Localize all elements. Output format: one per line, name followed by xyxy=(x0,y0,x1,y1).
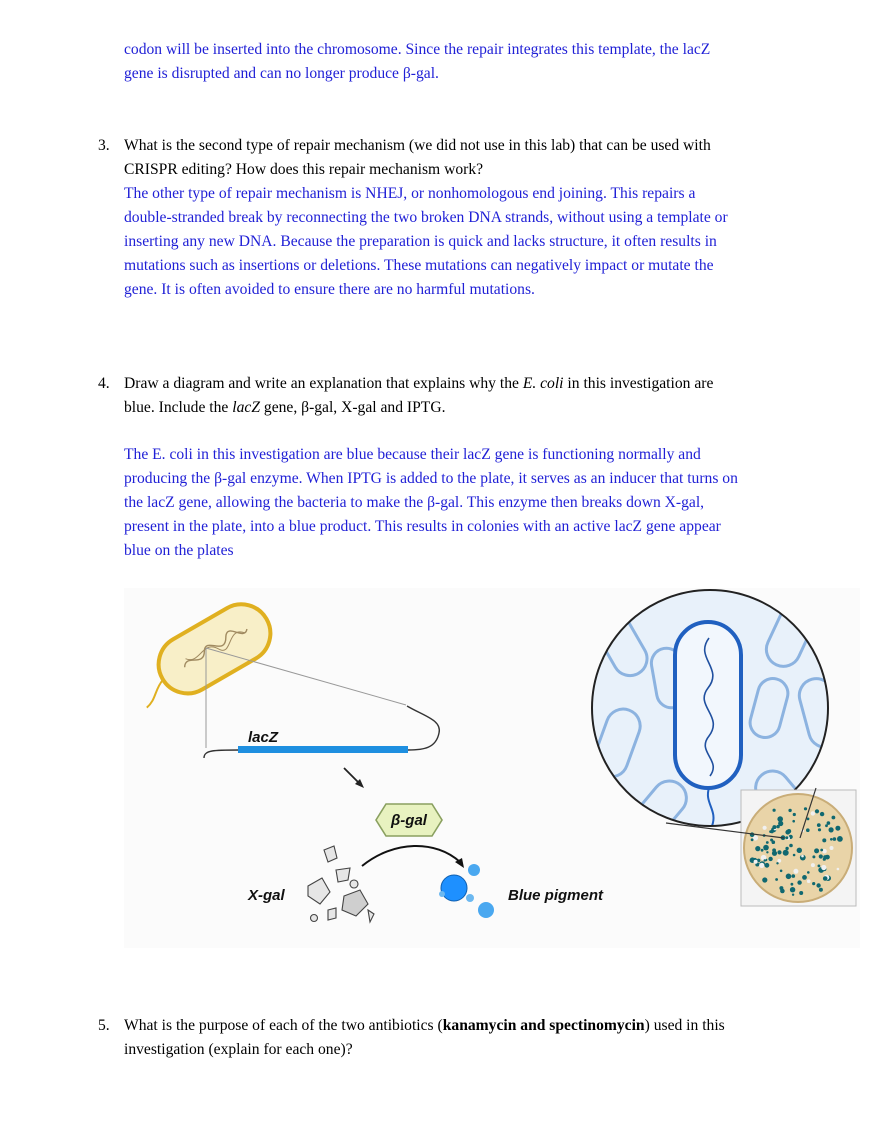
answer-line: gene. It is often avoided to ensure there are no harmful mutations. xyxy=(124,281,535,298)
colony xyxy=(772,840,776,844)
colony xyxy=(812,882,815,885)
colony xyxy=(777,859,781,863)
colony xyxy=(825,824,828,827)
colony xyxy=(761,855,767,861)
colony xyxy=(819,854,823,858)
colony xyxy=(819,888,823,892)
question-4 xyxy=(124,372,824,420)
answer-line: producing the β-gal enzyme. When IPTG is added to the plate, it serves as an inducer that turns on xyxy=(124,470,738,487)
answer-line: gene is disrupted and can no longer produce β-gal. xyxy=(124,65,439,82)
question-text: blue. Include the xyxy=(124,399,233,416)
question-bold: kanamycin and spectinomycin xyxy=(442,1017,645,1034)
colony xyxy=(804,807,807,810)
question-3 xyxy=(124,134,824,302)
answer-line: The other type of repair mechanism is NHEJ, or nonhomologous end joining. This repairs a xyxy=(124,185,696,202)
question-text: in this investigation are xyxy=(563,375,714,392)
lacz-diagram xyxy=(124,588,860,948)
colony xyxy=(777,850,781,854)
colony xyxy=(815,809,819,813)
colony xyxy=(806,828,810,832)
colony xyxy=(788,809,791,812)
colony xyxy=(830,838,833,841)
colony xyxy=(785,847,788,850)
colony xyxy=(769,830,772,833)
colony xyxy=(807,871,810,874)
beta-gal-enzyme xyxy=(376,804,442,836)
colony xyxy=(764,859,766,861)
answer-line: codon will be inserted into the chromosome. Since the repair integrates this template, the lacZ xyxy=(124,41,711,58)
colony xyxy=(818,865,821,868)
colony xyxy=(763,845,769,851)
colony xyxy=(779,886,783,890)
colony xyxy=(773,809,776,812)
answer-line: mutations such as insertions or deletions. These mutations can negatively impact or mutate the xyxy=(124,257,714,274)
colony xyxy=(832,816,836,820)
question-line: What is the second type of repair mechanism (we did not use in this lab) that can be used with xyxy=(124,137,711,154)
question-line: CRISPR editing? How does this repair mechanism work? xyxy=(124,161,484,178)
colony xyxy=(820,812,824,816)
ecoli-cell-large-icon xyxy=(675,622,741,788)
colony xyxy=(754,860,758,864)
lacz-label: lacZ xyxy=(248,729,279,746)
colony xyxy=(829,827,834,832)
colony xyxy=(790,887,795,892)
lacz-gene-bar xyxy=(238,746,408,753)
answer-3 xyxy=(124,182,824,302)
colony xyxy=(811,863,815,867)
question-text: Draw a diagram and write an explanation that explains why the xyxy=(124,375,523,392)
colony xyxy=(816,883,820,887)
colony xyxy=(768,857,772,861)
colony xyxy=(776,862,778,864)
colony xyxy=(807,879,811,883)
colony xyxy=(791,883,794,886)
blue-pigment-label: Blue pigment xyxy=(508,887,604,904)
colony xyxy=(827,821,831,825)
colony xyxy=(772,825,776,829)
colony xyxy=(837,868,840,871)
q2-answer-tail xyxy=(124,38,824,86)
colony xyxy=(817,823,821,827)
question-number-3: 3. xyxy=(98,137,110,154)
colony xyxy=(755,846,760,851)
colony xyxy=(772,851,777,856)
question-line xyxy=(124,1014,824,1038)
colony xyxy=(830,846,834,850)
colony xyxy=(801,855,804,858)
colony xyxy=(820,849,823,852)
question-text: What is the purpose of each of the two antibiotics ( xyxy=(124,1017,443,1034)
petri-dish-icon xyxy=(741,790,856,906)
colony xyxy=(792,820,795,823)
question-line xyxy=(124,396,824,420)
colony xyxy=(823,855,827,859)
answer-line: inserting any new DNA. Because the preparation is quick and lacks structure, it often results in xyxy=(124,233,717,250)
colony xyxy=(762,877,767,882)
answer-line: the lacZ gene, allowing the bacteria to make the β-gal. This enzyme then breaks down X-gal, xyxy=(124,494,705,511)
colony xyxy=(766,841,769,844)
question-number-5: 5. xyxy=(98,1017,110,1034)
colony xyxy=(793,869,798,874)
question-5 xyxy=(124,1014,824,1062)
colony xyxy=(802,875,807,880)
answer-line: blue on the plates xyxy=(124,542,234,559)
colony xyxy=(797,848,802,853)
colony xyxy=(793,854,796,857)
colony xyxy=(793,813,796,816)
question-number-4: 4. xyxy=(98,375,110,392)
colony xyxy=(812,855,815,858)
colony xyxy=(821,865,826,870)
colony xyxy=(792,874,796,878)
colony xyxy=(775,878,778,881)
colony xyxy=(786,836,789,839)
colony xyxy=(818,828,821,831)
answer-4 xyxy=(124,443,824,563)
colony xyxy=(811,811,815,815)
question-text: ) used in this xyxy=(644,1017,725,1034)
answer-line: present in the plate, into a blue product. This results in colonies with an active lacZ gene appear xyxy=(124,518,721,535)
question-line: investigation (explain for each one)? xyxy=(124,1041,353,1058)
colony xyxy=(763,826,767,830)
answer-line: double-stranded break by reconnecting the two broken DNA strands, without using a template or xyxy=(124,209,728,226)
answer-line: The E. coli in this investigation are blue because their lacZ gene is functioning normally and xyxy=(124,446,701,463)
colony xyxy=(751,838,754,841)
colony xyxy=(833,837,837,841)
colony xyxy=(837,836,843,842)
question-text: gene, β-gal, X-gal and IPTG. xyxy=(260,399,446,416)
colony xyxy=(761,849,764,852)
colony xyxy=(765,863,770,868)
question-line xyxy=(124,372,824,396)
colony xyxy=(783,850,789,856)
colony xyxy=(759,863,764,868)
colony xyxy=(786,874,792,880)
colony xyxy=(785,830,790,835)
colony xyxy=(823,876,828,881)
colony xyxy=(766,851,768,853)
beta-gal-label: β-gal xyxy=(391,812,427,829)
xgal-label: X-gal xyxy=(248,887,285,904)
colony xyxy=(792,894,794,896)
question-italic: lacZ xyxy=(232,399,260,416)
question-italic: E. coli xyxy=(522,375,564,392)
colony xyxy=(814,848,819,853)
colony xyxy=(835,826,840,831)
colony xyxy=(797,880,801,884)
colony xyxy=(822,838,826,842)
colony xyxy=(789,844,793,848)
colony xyxy=(776,825,779,828)
colony xyxy=(780,870,783,873)
colony xyxy=(799,891,803,895)
